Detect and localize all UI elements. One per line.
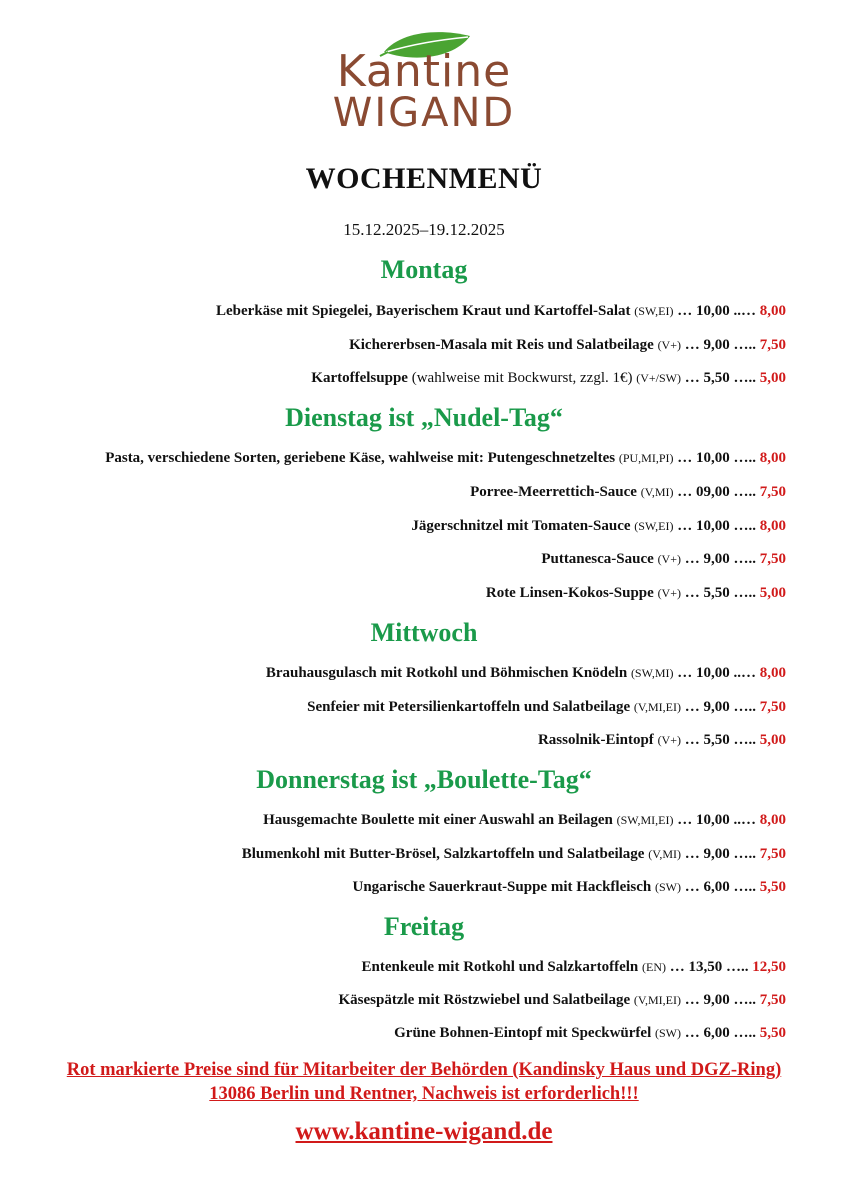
menu-item: Ungarische Sauerkraut-Suppe mit Hackfleisch (SW) … 6,00 ….. 5,50 <box>352 879 786 895</box>
menu-item: Porree-Meerrettich-Sauce (V,MI) … 09,00 ….. 7,50 <box>470 484 786 500</box>
menu-item: Brauhausgulasch mit Rotkohl und Böhmischen Knödeln (SW,MI) … 10,00 ..… 8,00 <box>265 665 786 681</box>
day-heading-freitag: Freitag <box>383 912 465 941</box>
menu-item: Kichererbsen-Masala mit Reis und Salatbeilage (V+) … 9,00 ….. 7,50 <box>349 337 786 353</box>
website-link[interactable]: www.kantine-wigand.de <box>295 1118 553 1145</box>
menu-item: Rassolnik-Eintopf (V+) … 5,50 ….. 5,00 <box>537 732 786 748</box>
menu-item: Leberkäse mit Spiegelei, Bayerischem Kraut und Kartoffel-Salat (SW,EI) … 10,00 ..… 8,00 <box>216 303 786 319</box>
menu-item: Blumenkohl mit Butter-Brösel, Salzkartoffeln und Salatbeilage (V,MI) … 9,00 ….. 7,50 <box>241 846 786 862</box>
price-notice <box>0 1058 848 1106</box>
day-heading-donnerstag: Donnerstag ist „Boulette-Tag“ <box>256 765 592 794</box>
day-heading-dienstag: Dienstag ist „Nudel-Tag“ <box>285 403 563 432</box>
day-heading-montag: Montag <box>380 255 468 284</box>
menu-item: Hausgemachte Boulette mit einer Auswahl an Beilagen (SW,MI,EI) … 10,00 ..… 8,00 <box>263 812 786 828</box>
menu-item: Pasta, verschiedene Sorten, geriebene Käse, wahlweise mit: Putengeschnetzeltes (PU,MI,PI) … 10,00 ….. 8,00 <box>105 450 786 466</box>
notice-line-2: 13086 Berlin und Rentner, Nachweis ist erforderlich!!! <box>209 1084 639 1104</box>
menu-item: Käsespätzle mit Röstzwiebel und Salatbeilage (V,MI,EI) … 9,00 ….. 7,50 <box>338 992 786 1008</box>
page-title: WOCHENMENÜ <box>305 162 543 195</box>
menu-item: Entenkeule mit Rotkohl und Salzkartoffeln (EN) … 13,50 ….. 12,50 <box>361 959 786 975</box>
date-range: 15.12.2025–19.12.2025 <box>343 220 505 239</box>
menu-item: Puttanesca-Sauce (V+) … 9,00 ….. 7,50 <box>541 551 786 567</box>
brand-line1: Kantine <box>336 46 512 97</box>
notice-line-1: Rot markierte Preise sind für Mitarbeiter der Behörden (Kandinsky Haus und DGZ-Ring) <box>66 1060 782 1080</box>
menu-item: Jägerschnitzel mit Tomaten-Sauce (SW,EI) … 10,00 ….. 8,00 <box>411 518 786 534</box>
menu-item: Senfeier mit Petersilienkartoffeln und Salatbeilage (V,MI,EI) … 9,00 ….. 7,50 <box>307 699 786 715</box>
menu-item: Grüne Bohnen-Eintopf mit Speckwürfel (SW) … 6,00 ….. 5,50 <box>394 1025 786 1041</box>
menu-item: Rote Linsen-Kokos-Suppe (V+) … 5,50 ….. 5,00 <box>485 585 786 601</box>
day-heading-mittwoch: Mittwoch <box>370 618 478 647</box>
menu-item: Kartoffelsuppe (wahlweise mit Bockwurst, zzgl. 1€) (V+/SW) … 5,50 ….. 5,00 <box>311 370 786 386</box>
brand-line2: WIGAND <box>332 90 516 136</box>
